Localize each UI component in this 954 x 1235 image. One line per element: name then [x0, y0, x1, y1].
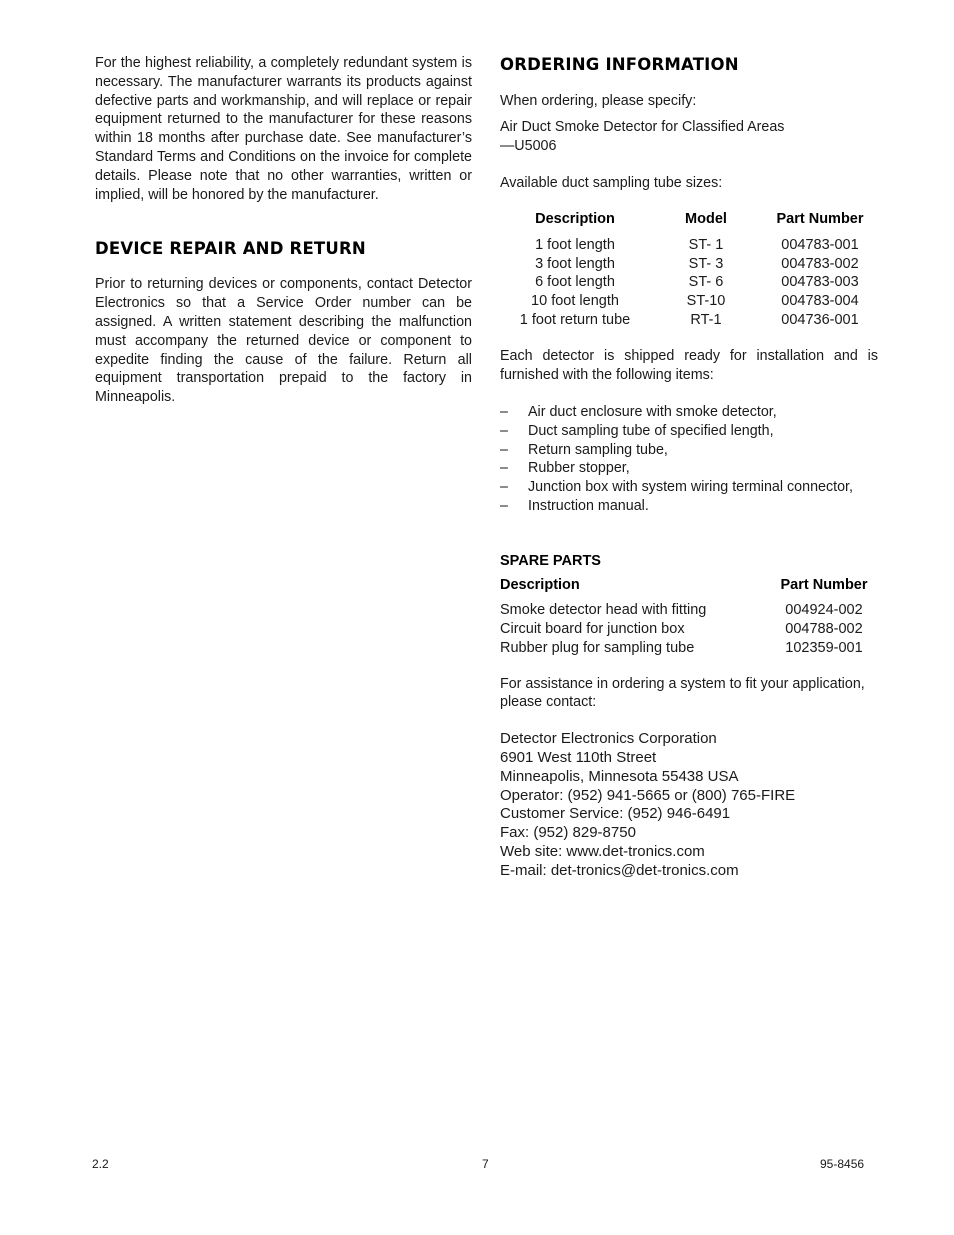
warranty-paragraph: For the highest reliability, a completely redundant system is necessary. The manufacturer warrants its products against defective parts and workmanship, and will replace or repair equipment returned to the manufacturer for these reasons within 18 months after purchase date. See manufacturer’s Standard Terms and Conditions on the invoice for complete details. Please note that no other warranties, written or implied, will be honored by the manufacturer.	[95, 55, 472, 203]
table-header-row	[500, 210, 878, 229]
ordering-heading: ORDERING INFORMATION	[500, 55, 739, 74]
city-state-zip: Minneapolis, Minnesota 55438 USA	[500, 767, 739, 785]
dash-bullet: –	[500, 479, 508, 496]
table-row	[500, 639, 878, 658]
column-header-model: Model	[685, 211, 727, 228]
when-ordering-text: When ordering, please specify:	[500, 93, 697, 109]
repair-paragraph: Prior to returning devices or components, contact Detector Electronics so that a Service Order number can be assigned. A written statement describing the malfunction must accompany the returned device or component to expedite finding the cause of the failure. Return all equipment transportation prepaid to the factory in Minneapolis.	[95, 276, 472, 406]
tube-description: 1 foot return tube	[519, 311, 631, 328]
tube-model: ST-10	[686, 293, 726, 309]
item-text: Return sampling tube,	[528, 441, 668, 458]
table-row	[500, 292, 878, 311]
shipped-paragraph: Each detector is shipped ready for installation and is furnished with the following items:	[500, 348, 878, 384]
list-item	[500, 497, 878, 516]
repair-heading: DEVICE REPAIR AND RETURN	[95, 239, 366, 259]
website: Web site: www.det-tronics.com	[500, 842, 705, 860]
tube-part-number: 004783-001	[781, 236, 859, 253]
item-text: Duct sampling tube of specified length,	[528, 422, 774, 439]
list-item	[500, 478, 878, 497]
list-item	[500, 422, 878, 441]
item-text: Air duct enclosure with smoke detector,	[528, 404, 777, 420]
fax-number: Fax: (952) 829-8750	[500, 824, 636, 842]
table-row	[500, 620, 878, 639]
assistance-paragraph: For assistance in ordering a system to fit your application, please contact:	[500, 675, 865, 711]
column-header-part-number: Part Number	[776, 211, 864, 228]
product-line-1: Air Duct Smoke Detector for Classified Areas	[500, 118, 785, 135]
list-item	[500, 459, 878, 478]
operator-phone: Operator: (952) 941-5665 or (800) 765-FIRE	[500, 786, 796, 804]
tube-description: 10 foot length	[531, 293, 619, 309]
table-row	[500, 255, 878, 274]
table-row	[500, 273, 878, 292]
spare-description: Rubber plug for sampling tube	[500, 639, 695, 656]
table-row	[500, 601, 878, 620]
dash-bullet: –	[500, 422, 508, 439]
spare-description: Smoke detector head with fitting	[500, 602, 707, 619]
tube-description: 6 foot length	[535, 274, 615, 291]
spare-part-number: 004788-002	[785, 621, 863, 638]
table-header-row	[500, 576, 878, 595]
company-name: Detector Electronics Corporation	[500, 730, 717, 748]
contact-block	[500, 730, 878, 880]
product-line-2: —U5006	[500, 137, 557, 154]
spare-description: Circuit board for junction box	[500, 621, 685, 638]
item-text: Instruction manual.	[528, 497, 649, 514]
tube-description: 3 foot length	[535, 255, 615, 272]
item-text: Junction box with system wiring terminal connector,	[528, 479, 853, 496]
spare-part-number: 102359-001	[785, 639, 863, 656]
column-header-description: Description	[535, 211, 615, 228]
tube-part-number: 004783-002	[781, 255, 859, 272]
column-header-description: Description	[500, 576, 580, 593]
tube-model: ST- 6	[688, 274, 724, 291]
tube-part-number: 004783-003	[781, 274, 859, 291]
table-row	[500, 236, 878, 255]
street-address: 6901 West 110th Street	[500, 748, 657, 766]
email-address: E-mail: det-tronics@det-tronics.com	[500, 861, 739, 879]
item-text: Rubber stopper,	[528, 460, 630, 477]
dash-bullet: –	[500, 404, 508, 420]
spare-parts-table	[500, 576, 878, 658]
spare-parts-heading: SPARE PARTS	[500, 552, 601, 569]
dash-bullet: –	[500, 441, 508, 458]
footer-revision: 2.2	[92, 1157, 109, 1171]
left-column	[95, 52, 472, 407]
dash-bullet: –	[500, 460, 508, 477]
table-row	[500, 311, 878, 330]
tube-model: ST- 3	[688, 255, 724, 272]
tube-model: RT-1	[690, 311, 722, 328]
tube-sizes-intro: Available duct sampling tube sizes:	[500, 175, 723, 192]
customer-service-phone: Customer Service: (952) 946-6491	[500, 805, 731, 823]
right-column	[500, 52, 878, 881]
tube-part-number: 004736-001	[781, 311, 859, 328]
footer-page-number: 7	[482, 1157, 489, 1171]
spare-part-number: 004924-002	[785, 602, 863, 619]
tube-part-number: 004783-004	[781, 293, 859, 309]
tube-sizes-table	[500, 210, 878, 329]
dash-bullet: –	[500, 497, 508, 514]
tube-model: ST- 1	[688, 236, 724, 253]
included-items-list	[500, 403, 878, 516]
tube-description: 1 foot length	[535, 236, 615, 253]
list-item	[500, 403, 878, 422]
list-item	[500, 441, 878, 460]
footer-doc-number: 95-8456	[820, 1157, 865, 1171]
column-header-part-number: Part Number	[780, 576, 868, 593]
